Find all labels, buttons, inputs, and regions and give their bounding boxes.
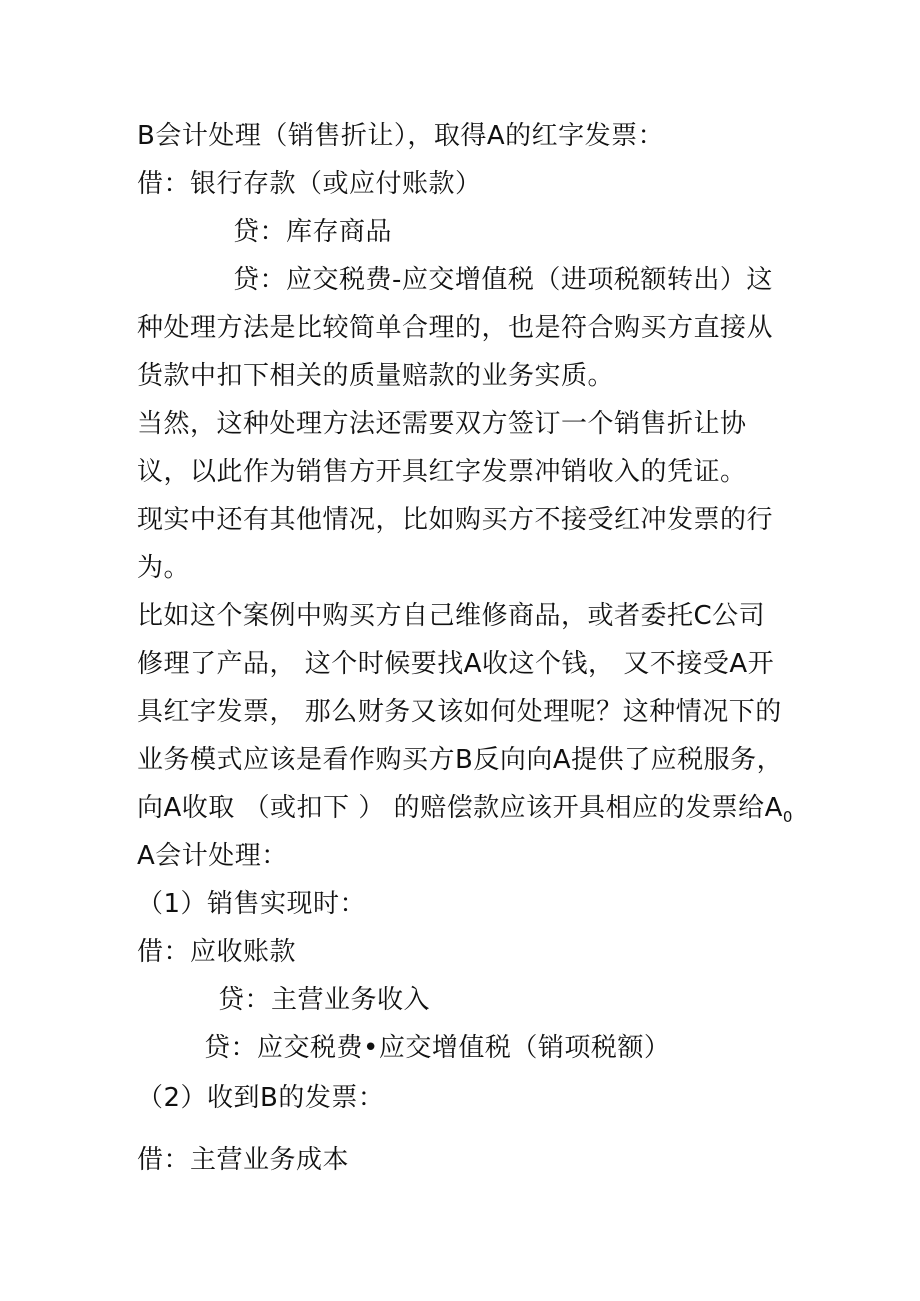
text-line-2: 借：银行存款（或应付账款） <box>137 169 482 199</box>
text-line-15-main: 向A收取 （或扣下 ） 的赔偿款应该开具相应的发票给A <box>137 793 783 823</box>
text-line-22: 借：主营业务成本 <box>137 1145 350 1175</box>
text-line-11: 比如这个案例中购买方自己维修商品，或者委托C公司 <box>137 601 766 631</box>
text-line-12: 修理了产品， 这个时候要找A收这个钱， 又不接受A开 <box>137 649 775 679</box>
text-line-20: 贷：应交税费•应交增值税（销项税额） <box>204 1033 671 1063</box>
subscript-zero: 0 <box>782 808 793 826</box>
text-line-13: 具红字发票， 那么财务又该如何处理呢？这种情况下的 <box>137 697 782 727</box>
text-line-10: 为。 <box>137 553 191 583</box>
text-line-9: 现实中还有其他情况，比如购买方不接受红冲发票的行 <box>137 505 774 535</box>
text-line-8: 议，以此作为销售方开具红字发票冲销收入的凭证。 <box>137 457 747 487</box>
text-line-3: 贷：库存商品 <box>233 217 393 247</box>
text-line-14: 业务模式应该是看作购买方B反向向A提供了应税服务， <box>137 745 784 775</box>
text-line-15 <box>137 790 792 835</box>
text-line-16: A会计处理： <box>137 841 288 871</box>
text-line-4: 贷：应交税费-应交增值税（进项税额转出）这 <box>233 265 773 295</box>
text-line-6: 货款中扣下相关的质量赔款的业务实质。 <box>137 361 615 391</box>
text-line-21: （2）收到B的发票： <box>137 1083 385 1113</box>
text-line-18: 借：应收账款 <box>137 937 297 967</box>
text-line-17: （1）销售实现时： <box>137 889 367 919</box>
text-line-7: 当然，这种处理方法还需要双方签订一个销售折让协 <box>137 409 747 439</box>
text-line-1: B会计处理（销售折让），取得A的红字发票： <box>137 121 665 151</box>
text-line-19: 贷：主营业务收入 <box>218 985 431 1015</box>
text-line-5: 种处理方法是比较简单合理的，也是符合购买方直接从 <box>137 313 774 343</box>
